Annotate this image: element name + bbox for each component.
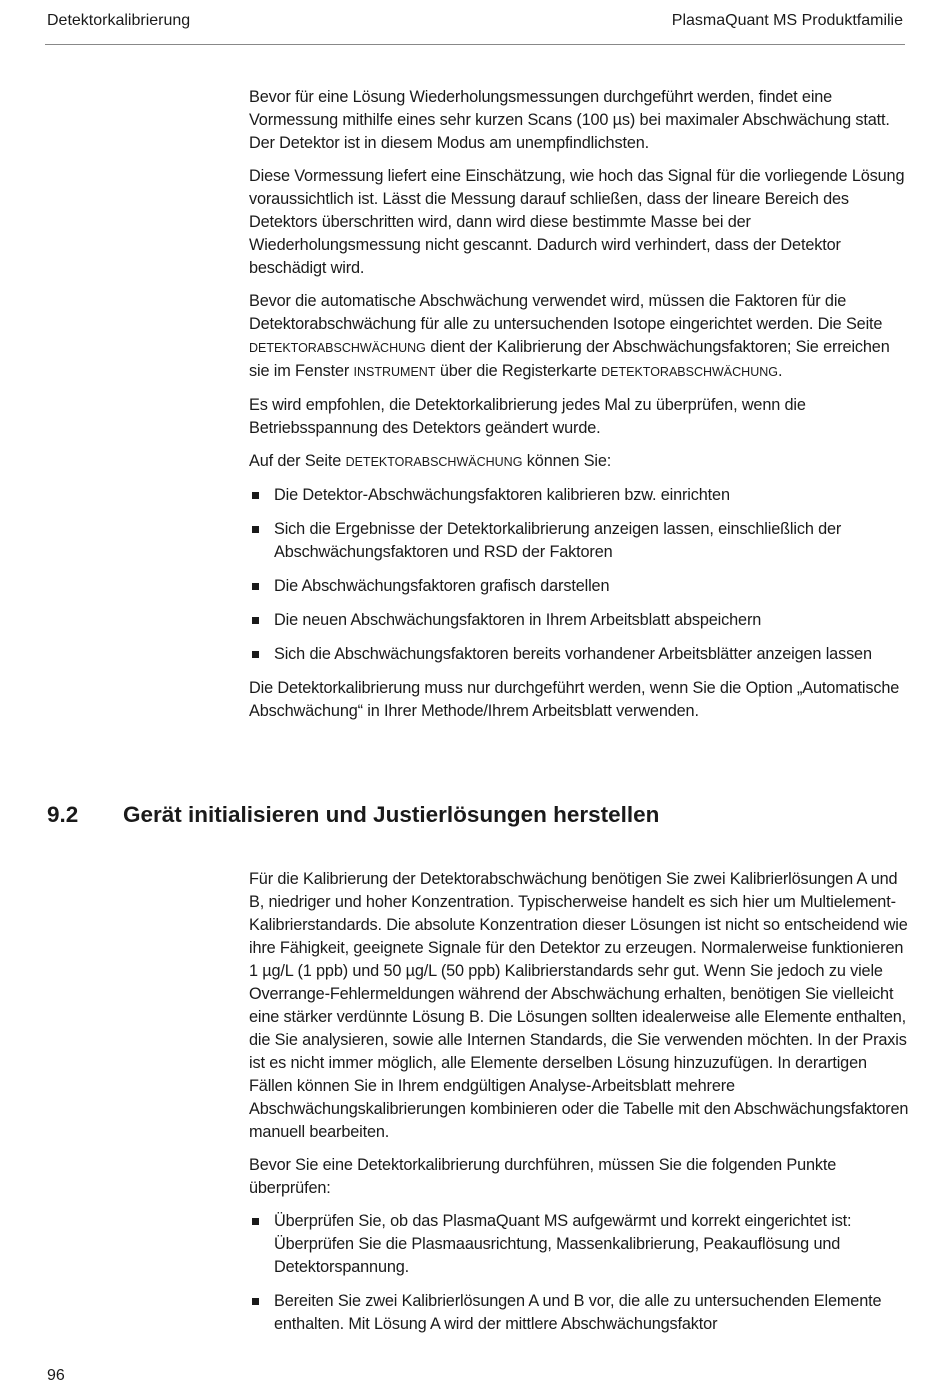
text: dient der Kalibrierung der Abschwächungsfaktoren; Sie erreichen sie im Fenster [249,338,890,380]
list-item: Die Detektor-Abschwächungsfaktoren kalibrieren bzw. einrichten [249,484,909,507]
paragraph: Die Detektorkalibrierung muss nur durchgeführt werden, wenn Sie die Option „Automatische Abschwächung“ in Ihrer Methode/Ihrem Arbeitsblatt verwenden. [249,679,900,720]
ui-term: INSTRUMENT [353,365,436,379]
list-item: Überprüfen Sie, ob das PlasmaQuant MS aufgewärmt und korrekt eingerichtet ist: Überprüfen Sie die Plasmaausrichtung, Massenkalibrierung, Peakauflösung und Detektorspannung. [249,1210,909,1279]
paragraph: Bevor Sie eine Detektorkalibrierung durchführen, müssen Sie die folgenden Punkte überprüfen: [249,1156,837,1197]
running-header-product: PlasmaQuant MS Produktfamilie [671,12,903,29]
text: . [777,362,783,380]
header-divider [45,44,905,45]
paragraph: Für die Kalibrierung der Detektorabschwächung benötigen Sie zwei Kalibrierlösungen A und B, niedriger und hoher Konzentration. Typischerweise handelt es sich hier um Multielement-Kalibrierstandards. Die absolute Konzentration dieser Lösungen ist nicht so entscheidend wie ihre Fähigkeit, geeignete Signale für den Detektor zu erzeugen. Normalerweise funktionieren 1 µg/L (1 ppb) und 50 µg/L (50 ppb) Kalibrierstandards sehr gut. Wenn Sie jedoch zu viele Overrange-Fehlermeldungen während der Abschwächung erhalten, benötigen Sie vielleicht eine stärker verdünnte Lösung B. Die Lösungen sollten idealerweise alle Elemente enthalten, die Sie analysieren, sowie alle Internen Standards, die Sie verwenden möchten. In der Praxis ist es nicht immer möglich, alle Elemente derselben Lösung hinzuzufügen. In derartigen Fällen können Sie in Ihrem endgültigen Analyse-Arbeitsblatt mehrere Abschwächungskalibrierungen kombinieren oder die Tabelle mit den Abschwächungsfaktoren manuell bearbeiten. [249,870,909,1141]
paragraph: Bevor für eine Lösung Wiederholungsmessungen durchgeführt werden, findet eine Vormessung mithilfe eines sehr kurzen Scans (100 µs) bei maximaler Abschwächung statt. Der Detektor ist in diesem Modus am unempfindlichsten. [249,88,890,152]
paragraph [249,290,909,384]
bullet-list [249,484,909,666]
section-number: 9.2 [47,802,79,827]
section-9-2-body [249,868,909,1347]
paragraph [249,450,909,474]
ui-term: DETEKTORABSCHWÄCHUNG [601,365,778,379]
section-title: Gerät initialisieren und Justierlösungen herstellen [123,802,660,827]
list-item: Sich die Abschwächungsfaktoren bereits vorhandener Arbeitsblätter anzeigen lassen [249,643,909,666]
text: über die Registerkarte [435,362,602,380]
page-number: 96 [47,1367,65,1384]
paragraph: Es wird empfohlen, die Detektorkalibrierung jedes Mal zu überprüfen, wenn die Betriebsspannung des Detektors geändert wurde. [249,396,806,437]
ui-term: DETEKTORABSCHWÄCHUNG [345,455,523,469]
list-item: Die Abschwächungsfaktoren grafisch darstellen [249,575,909,598]
bullet-list [249,1210,909,1336]
list-item: Die neuen Abschwächungsfaktoren in Ihrem Arbeitsblatt abspeichern [249,609,909,632]
text: Auf der Seite [249,452,346,470]
ui-term: DETEKTORABSCHWÄCHUNG [249,341,426,355]
list-item: Bereiten Sie zwei Kalibrierlösungen A und B vor, die alle zu untersuchenden Elemente enthalten. Mit Lösung A wird der mittlere Abschwächungsfaktor [249,1290,909,1336]
text: Bevor die automatische Abschwächung verwendet wird, müssen die Faktoren für die Detektorabschwächung für alle zu untersuchenden Isotope eingerichtet werden. Die Seite [249,292,883,333]
running-header-chapter: Detektorkalibrierung [47,12,191,29]
section-intro [249,86,909,733]
paragraph: Diese Vormessung liefert eine Einschätzung, wie hoch das Signal für die vorliegende Lösung voraussichtlich ist. Lässt die Messung darauf schließen, dass der lineare Bereich des Detektors überschritten wird, dann wird diese bestimmte Masse bei der Wiederholungsmessung nicht gescannt. Dadurch wird verhindert, dass der Detektor beschädigt wird. [249,167,905,277]
list-item: Sich die Ergebnisse der Detektorkalibrierung anzeigen lassen, einschließlich der Abschwächungsfaktoren und RSD der Faktoren [249,518,909,564]
text: können Sie: [522,452,612,470]
